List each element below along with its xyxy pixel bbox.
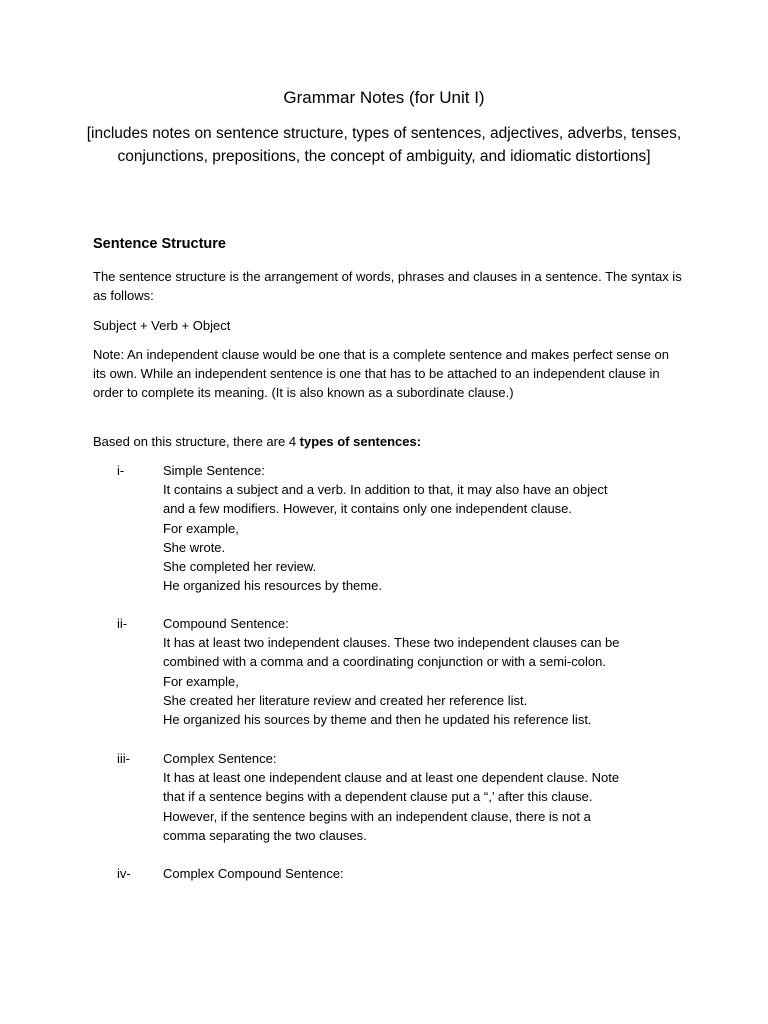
list-item-body (163, 461, 668, 595)
list-item-line: She created her literature review and created her reference list. (163, 692, 528, 708)
list-item-line: Complex Sentence: (163, 751, 277, 766)
types-intro-bold: types of sentences: (299, 434, 422, 449)
document-title: Grammar Notes (for Unit I) (283, 88, 485, 107)
list-item-number: iv- (117, 866, 131, 881)
list-item-line: However, if the sentence begins with an independent clause, there is not a (163, 808, 591, 824)
list-item-number: i- (117, 463, 125, 478)
list-item-number: ii- (117, 616, 128, 631)
list-item-line: Complex Compound Sentence: (163, 866, 344, 881)
types-intro-text: Based on this structure, there are 4 (93, 434, 300, 449)
list-item-line: that if a sentence begins with a dependent clause put a “,’ after this clause. (163, 789, 593, 805)
list-item-body (163, 614, 668, 729)
list-item-number: iii- (117, 751, 130, 766)
list-item-line: She completed her review. (163, 559, 317, 575)
list-item-body (163, 864, 668, 883)
document-subtitle: [includes notes on sentence structure, types of sentences, adjectives, adverbs, tenses, conjunctions, prepositions, the concept of ambiguity, and idiomatic distortions] (86, 125, 682, 165)
list-item-line: It has at least two independent clauses. These two independent clauses can be (163, 635, 620, 651)
paragraph-types-intro (93, 432, 683, 451)
list-item-line: For example, (163, 520, 239, 536)
list-item-line: He organized his sources by theme and then he updated his reference list. (163, 712, 592, 728)
list-item-line: comma separating the two clauses. (163, 827, 367, 843)
paragraph-note: Note: An independent clause would be one that is a complete sentence and makes perfect sense on its own. While an independent sentence is one that has to be attached to an independent clause in order to complete its meaning. (It is also known as a subordinate clause.) (93, 347, 669, 401)
section-heading: Sentence Structure (93, 236, 226, 252)
list-item-line: combined with a comma and a coordinating conjunction or with a semi-colon. (163, 654, 606, 670)
list-item-line: She wrote. (163, 539, 226, 555)
list-item-line: It contains a subject and a verb. In addition to that, it may also have an object (163, 482, 608, 498)
list-item-line: and a few modifiers. However, it contains only one independent clause. (163, 501, 573, 517)
paragraph-intro: The sentence structure is the arrangement of words, phrases and clauses in a sentence. The syntax is as follows: (93, 269, 682, 304)
list-item-body (163, 749, 668, 845)
list-item-line: He organized his resources by theme. (163, 578, 382, 594)
list-item-line: Simple Sentence: (163, 463, 265, 478)
paragraph-formula: Subject + Verb + Object (93, 318, 231, 333)
list-item-line: It has at least one independent clause and at least one dependent clause. Note (163, 770, 620, 786)
list-item-line: For example, (163, 673, 239, 689)
list-item-line: Compound Sentence: (163, 616, 289, 631)
